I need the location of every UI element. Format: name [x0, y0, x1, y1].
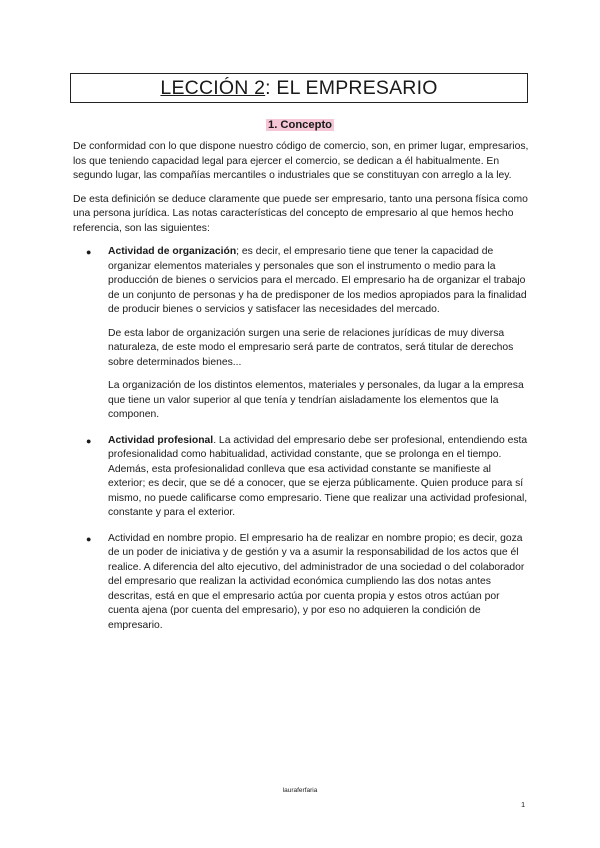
list-item-description: ; es decir, el empresario tiene que tener la capacidad de organizar elementos materiales y personales que son el instrumento o medio para la producción de bienes o servicios para el mercado. El empresario ha de organizar el trabajo de un conjunto de personas y ha de predisponer de los medios apropiados para la finalidad de producir bienes o servicios y satisfacer las necesidades del mercado.	[108, 246, 527, 315]
lesson-title-number: LECCIÓN 2	[160, 77, 266, 99]
lesson-title-text: : EL EMPRESARIO	[265, 77, 438, 99]
list-item-extra-paragraph: La organización de los distintos elementos, materiales y personales, da lugar a la empresa que tiene un valor superior al que tenía y tendrían aisladamente los elementos que la componen.	[108, 380, 524, 420]
intro-paragraph: De conformidad con lo que dispone nuestro código de comercio, son, en primer lugar, empresarios, los que teniendo capacidad legal para ejercer el comercio, se dedican a él habitualmente. En segundo lugar, las compañías mercantiles o industriales que se constituyan con arreglo a la ley.	[73, 141, 529, 181]
bullet-icon: ●	[86, 533, 92, 544]
section-heading	[0, 117, 600, 133]
list-item-term: Actividad de organización	[108, 246, 237, 257]
page-number: 1	[521, 800, 526, 809]
document-body	[73, 140, 531, 644]
bullet-icon: ●	[86, 435, 92, 446]
list-item-text: Actividad en nombre propio. El empresario ha de realizar en nombre propio; es decir, goza de un poder de iniciativa y de gestión y va a asumir la responsabilidad de los actos que él realice. A diferencia del alto ejecutivo, del administrador de una sociedad o del colaborador del empresario que realizan la actividad económica cumpliendo las dos notas antes descritas, está en que el empresario actúa por cuenta propia y estos otros actúan por cuenta ajena (por cuenta del empresario), y por eso no adquieren la condición de empresario.	[108, 532, 525, 631]
characteristics-list	[73, 245, 531, 633]
list-item-description: . La actividad del empresario debe ser profesional, entendiendo esta profesionalidad como habitualidad, actividad constante, que se prolonga en el tiempo. Además, esta profesionalidad conlleva que esa actividad constante se manifieste al exterior; es decir, que se dé a conocer, que se ejerza públicamente. Quien produce para sí mismo, no puede calificarse como empresario. Tiene que realizar una actividad profesional, constante y para el exterior.	[108, 434, 528, 518]
section-heading-label: 1. Concepto	[267, 119, 333, 131]
lesson-title	[70, 73, 528, 103]
list-item-text	[108, 245, 531, 318]
bullet-icon: ●	[86, 247, 92, 257]
list-item-term: Actividad profesional	[108, 434, 214, 446]
list-item-profesional	[73, 434, 531, 521]
list-item-text	[108, 434, 531, 521]
list-item-extra-paragraph: De esta labor de organización surgen una serie de relaciones jurídicas de muy diversa naturaleza, de este modo el empresario será parte de contratos, será titular de derechos sobre determinados bienes...	[108, 327, 514, 368]
definition-paragraph: De esta definición se deduce claramente que puede ser empresario, tanto una persona física como una persona jurídica. Las notas características del concepto de empresario al que hemos hecho referencia, son las siguientes:	[73, 193, 528, 234]
list-item-nombre-propio	[73, 532, 531, 634]
footer-author: lauraferfaria	[282, 787, 318, 794]
list-item-organizacion	[73, 245, 531, 423]
